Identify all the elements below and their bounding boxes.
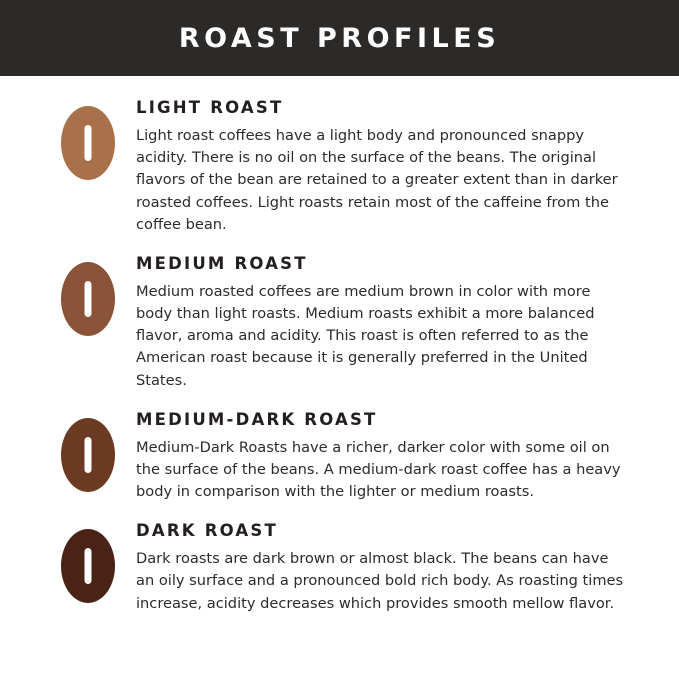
roast-description: Light roast coffees have a light body and pronounced snappy acidity. There is no oil on the surface of the beans. The original flavors of the bean are retained to a greater extent than in darker roasted coffees. Light roasts retain most of the caffeine from the coffee bean. [136, 127, 618, 233]
roast-text [136, 98, 633, 236]
list-item [40, 410, 633, 504]
roast-title: LIGHT ROAST [136, 98, 284, 117]
roast-text [136, 254, 633, 392]
roast-description: Medium-Dark Roasts have a richer, darker color with some oil on the surface of the beans. A medium-dark roast coffee has a heavy body in comparison with the lighter or medium roasts. [136, 438, 621, 501]
header-banner [0, 0, 679, 76]
list-item [40, 521, 633, 615]
bean-cell [40, 410, 136, 492]
roast-description: Dark roasts are dark brown or almost black. The beans can have an oily surface and a pronounced bold rich body. As roasting times increase, acidity decreases which provides smooth mellow flavor. [136, 550, 624, 612]
bean-crack [85, 281, 92, 317]
roast-title: MEDIUM-DARK ROAST [136, 409, 378, 429]
roast-text [136, 410, 633, 504]
page-title: ROAST PROFILES [178, 22, 501, 54]
coffee-bean-icon [61, 106, 115, 180]
bean-cell [40, 521, 136, 603]
bean-cell [40, 254, 136, 336]
list-item [40, 254, 633, 392]
roast-description: Medium roasted coffees are medium brown in color with more body than light roasts. Medium roasts exhibit a more balanced flavor, aroma and acidity. This roast is often referred to as the American roast because it is generally preferred in the United States. [136, 282, 595, 389]
roast-list [0, 76, 679, 679]
bean-crack [85, 437, 92, 473]
coffee-bean-icon [61, 529, 115, 603]
bean-crack [85, 548, 92, 584]
roast-title: DARK ROAST [136, 521, 278, 541]
coffee-bean-icon [61, 262, 115, 336]
roast-text [136, 521, 633, 615]
roast-title: MEDIUM ROAST [136, 253, 308, 273]
bean-crack [85, 125, 92, 161]
list-item [40, 98, 633, 236]
bean-cell [40, 98, 136, 180]
coffee-bean-icon [61, 418, 115, 492]
